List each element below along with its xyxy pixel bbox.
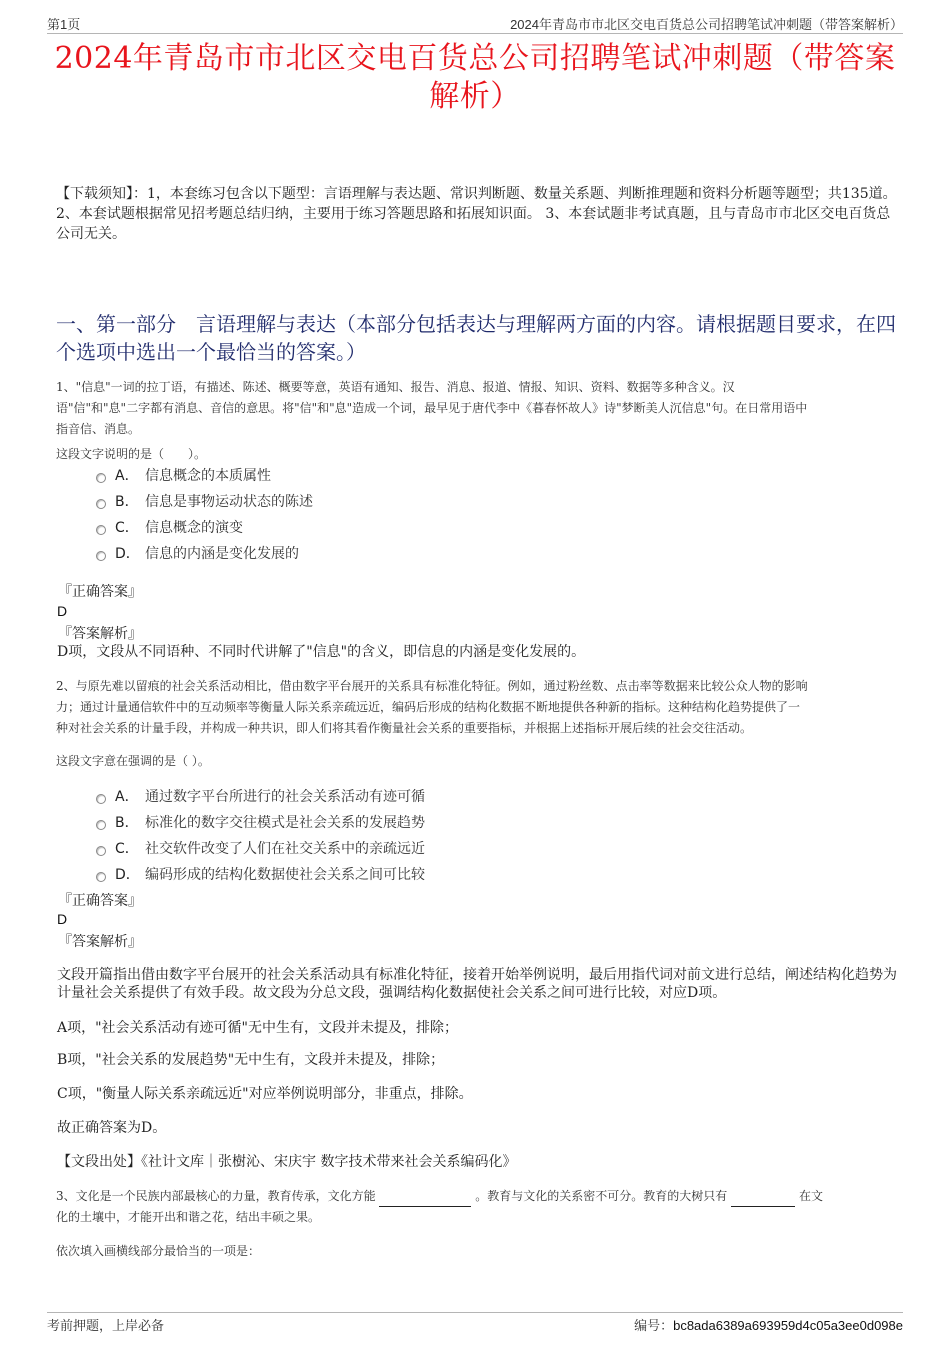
stem-line: [56, 1186, 900, 1207]
radio-button[interactable]: [96, 846, 106, 856]
radio-button[interactable]: [96, 551, 106, 561]
doc-id-value: bc8ada6389a693959d4c05a3ee0d098e: [673, 1318, 903, 1333]
question-1-stem: [56, 377, 900, 440]
option-b[interactable]: [96, 488, 313, 514]
radio-button[interactable]: [96, 820, 106, 830]
doc-id-label: 编号：: [634, 1319, 674, 1334]
header-divider: [47, 33, 903, 34]
option-text: 通过数字平台所进行的社会关系活动有迹可循: [145, 789, 425, 805]
option-d[interactable]: [96, 540, 313, 566]
question-1-prompt: 这段文字说明的是（ ）。: [56, 447, 207, 461]
stem-text: 3、文化是一个民族内部最核心的力量，教育传承，文化方能: [56, 1189, 376, 1203]
passage-source: 【文段出处】《社计文库｜张樹沁、宋庆宇 数字技术带来社会关系编码化》: [57, 1154, 517, 1170]
analysis-label: 『答案解析』: [58, 626, 142, 642]
option-text: 信息的内涵是变化发展的: [145, 546, 299, 562]
option-letter: D．: [115, 867, 140, 883]
analysis-option-c: C项，"衡量人际关系亲疏远近"对应举例说明部分，非重点，排除。: [57, 1086, 473, 1102]
question-1-options: [96, 462, 313, 566]
option-text: 信息概念的本质属性: [145, 468, 271, 484]
option-text: 信息是事物运动状态的陈述: [145, 494, 313, 510]
option-letter: D．: [115, 546, 140, 562]
option-b[interactable]: [96, 809, 425, 835]
option-letter: A．: [115, 468, 139, 484]
radio-button[interactable]: [96, 499, 106, 509]
option-text: 社交软件改变了人们在社交关系中的亲疏远近: [145, 841, 425, 857]
title-line-1: 2024年青岛市市北区交电百货总公司招聘笔试冲刺题（带答案: [54, 41, 896, 76]
option-a[interactable]: [96, 783, 425, 809]
analysis-text: 文段开篇指出借由数字平台展开的社会关系活动具有标准化特征，接着开始举例说明，最后用指代词对前文进行总结，阐述结构化趋势为计量社会关系提供了有效手段。故文段为分总文段，强调结构化数据使社会关系之间可进行比较，对应D项。: [57, 967, 897, 1001]
question-2-options: [96, 783, 425, 887]
option-d[interactable]: [96, 861, 425, 887]
question-3-prompt: 依次填入画横线部分最恰当的一项是：: [56, 1244, 261, 1258]
document-title: [47, 40, 903, 116]
option-c[interactable]: [96, 835, 425, 861]
stem-line: 力；通过计量通信软件中的互动频率等衡量人际关系亲疏远近，编码后形成的结构化数据不断地提供各种新的指标。这种结构化趋势提供了一: [56, 700, 801, 714]
correct-answer-value: D: [57, 911, 68, 927]
option-letter: C．: [115, 520, 139, 536]
option-letter: C．: [115, 841, 139, 857]
stem-line: 2、与原先难以留痕的社会关系活动相比，借由数字平台展开的关系具有标准化特征。例如，通过粉丝数、点击率等数据来比较公众人物的影响: [56, 679, 808, 693]
analysis-text: D项，文段从不同语种、不同时代讲解了"信息"的含义，即信息的内涵是变化发展的。: [57, 644, 586, 660]
analysis-option-b: B项，"社会关系的发展趋势"无中生有，文段并未提及，排除；: [57, 1052, 445, 1068]
question-2-stem: [56, 676, 900, 739]
radio-button[interactable]: [96, 525, 106, 535]
question-2-prompt: 这段文字意在强调的是（ ）。: [56, 754, 210, 768]
correct-answer-label: 『正确答案』: [58, 893, 142, 909]
analysis-conclusion: 故正确答案为D。: [57, 1120, 167, 1136]
correct-answer-value: D: [57, 603, 68, 619]
fill-blank-1: [379, 1194, 471, 1207]
option-text: 标准化的数字交往模式是社会关系的发展趋势: [145, 815, 425, 831]
download-notice: 【下载须知】：1，本套练习包含以下题型：言语理解与表达题、常识判断题、数量关系题、判断推理题和资料分析题等题型；共135道。 2、本套试题根据常见招考题总结归纳，主要用于练习答题思路和拓展知识面。 3、本套试题非考试真题，且与青岛市市北区交电百货总公司无关。: [56, 186, 897, 242]
stem-line: 指音信、消息。: [56, 422, 141, 436]
option-letter: B．: [115, 815, 139, 831]
option-letter: B．: [115, 494, 139, 510]
analysis-label: 『答案解析』: [58, 934, 142, 950]
page-number: 第1页: [47, 17, 81, 32]
section-heading: 一、第一部分 言语理解与表达（本部分包括表达与理解两方面的内容。请根据题目要求，在四个选项中选出一个最恰当的答案。）: [56, 312, 896, 364]
correct-answer-label: 『正确答案』: [58, 584, 142, 600]
fill-blank-2: [731, 1194, 795, 1207]
stem-line: 1、"信息"一词的拉丁语，有描述、陈述、概要等意，英语有通知、报告、消息、报道、情报、知识、资料、数据等多种含义。汉: [56, 380, 735, 394]
footer-doc-id: [634, 1315, 903, 1334]
stem-line: 语"信"和"息"二字都有消息、音信的意思。将"信"和"息"造成一个词，最早见于唐代李中《暮春怀故人》诗"梦断美人沉信息"句。在日常用语中: [56, 401, 808, 415]
option-letter: A．: [115, 789, 139, 805]
title-line-2: 解析）: [429, 79, 521, 114]
stem-line: 化的土壤中，才能开出和谐之花，结出丰硕之果。: [56, 1210, 321, 1224]
stem-text: 在文: [798, 1189, 823, 1203]
option-text: 信息概念的演变: [145, 520, 243, 536]
option-c[interactable]: [96, 514, 313, 540]
analysis-option-a: A项，"社会关系活动有迹可循"无中生有，文段并未提及，排除；: [57, 1020, 458, 1036]
stem-text: 。教育与文化的关系密不可分。教育的大树只有: [475, 1189, 728, 1203]
radio-button[interactable]: [96, 473, 106, 483]
stem-line: 种对社会关系的计量手段，并构成一种共识，即人们将其看作衡量社会关系的重要指标，并根据上述指标开展后续的社会交往活动。: [56, 721, 753, 735]
question-3-stem: [56, 1186, 900, 1228]
footer-slogan: 考前押题，上岸必备: [47, 1319, 165, 1334]
option-a[interactable]: [96, 462, 313, 488]
option-text: 编码形成的结构化数据使社会关系之间可比较: [145, 867, 425, 883]
footer-divider: [47, 1312, 903, 1313]
header-doc-title: 2024年青岛市市北区交电百货总公司招聘笔试冲刺题（带答案解析）: [510, 17, 903, 32]
radio-button[interactable]: [96, 872, 106, 882]
radio-button[interactable]: [96, 794, 106, 804]
